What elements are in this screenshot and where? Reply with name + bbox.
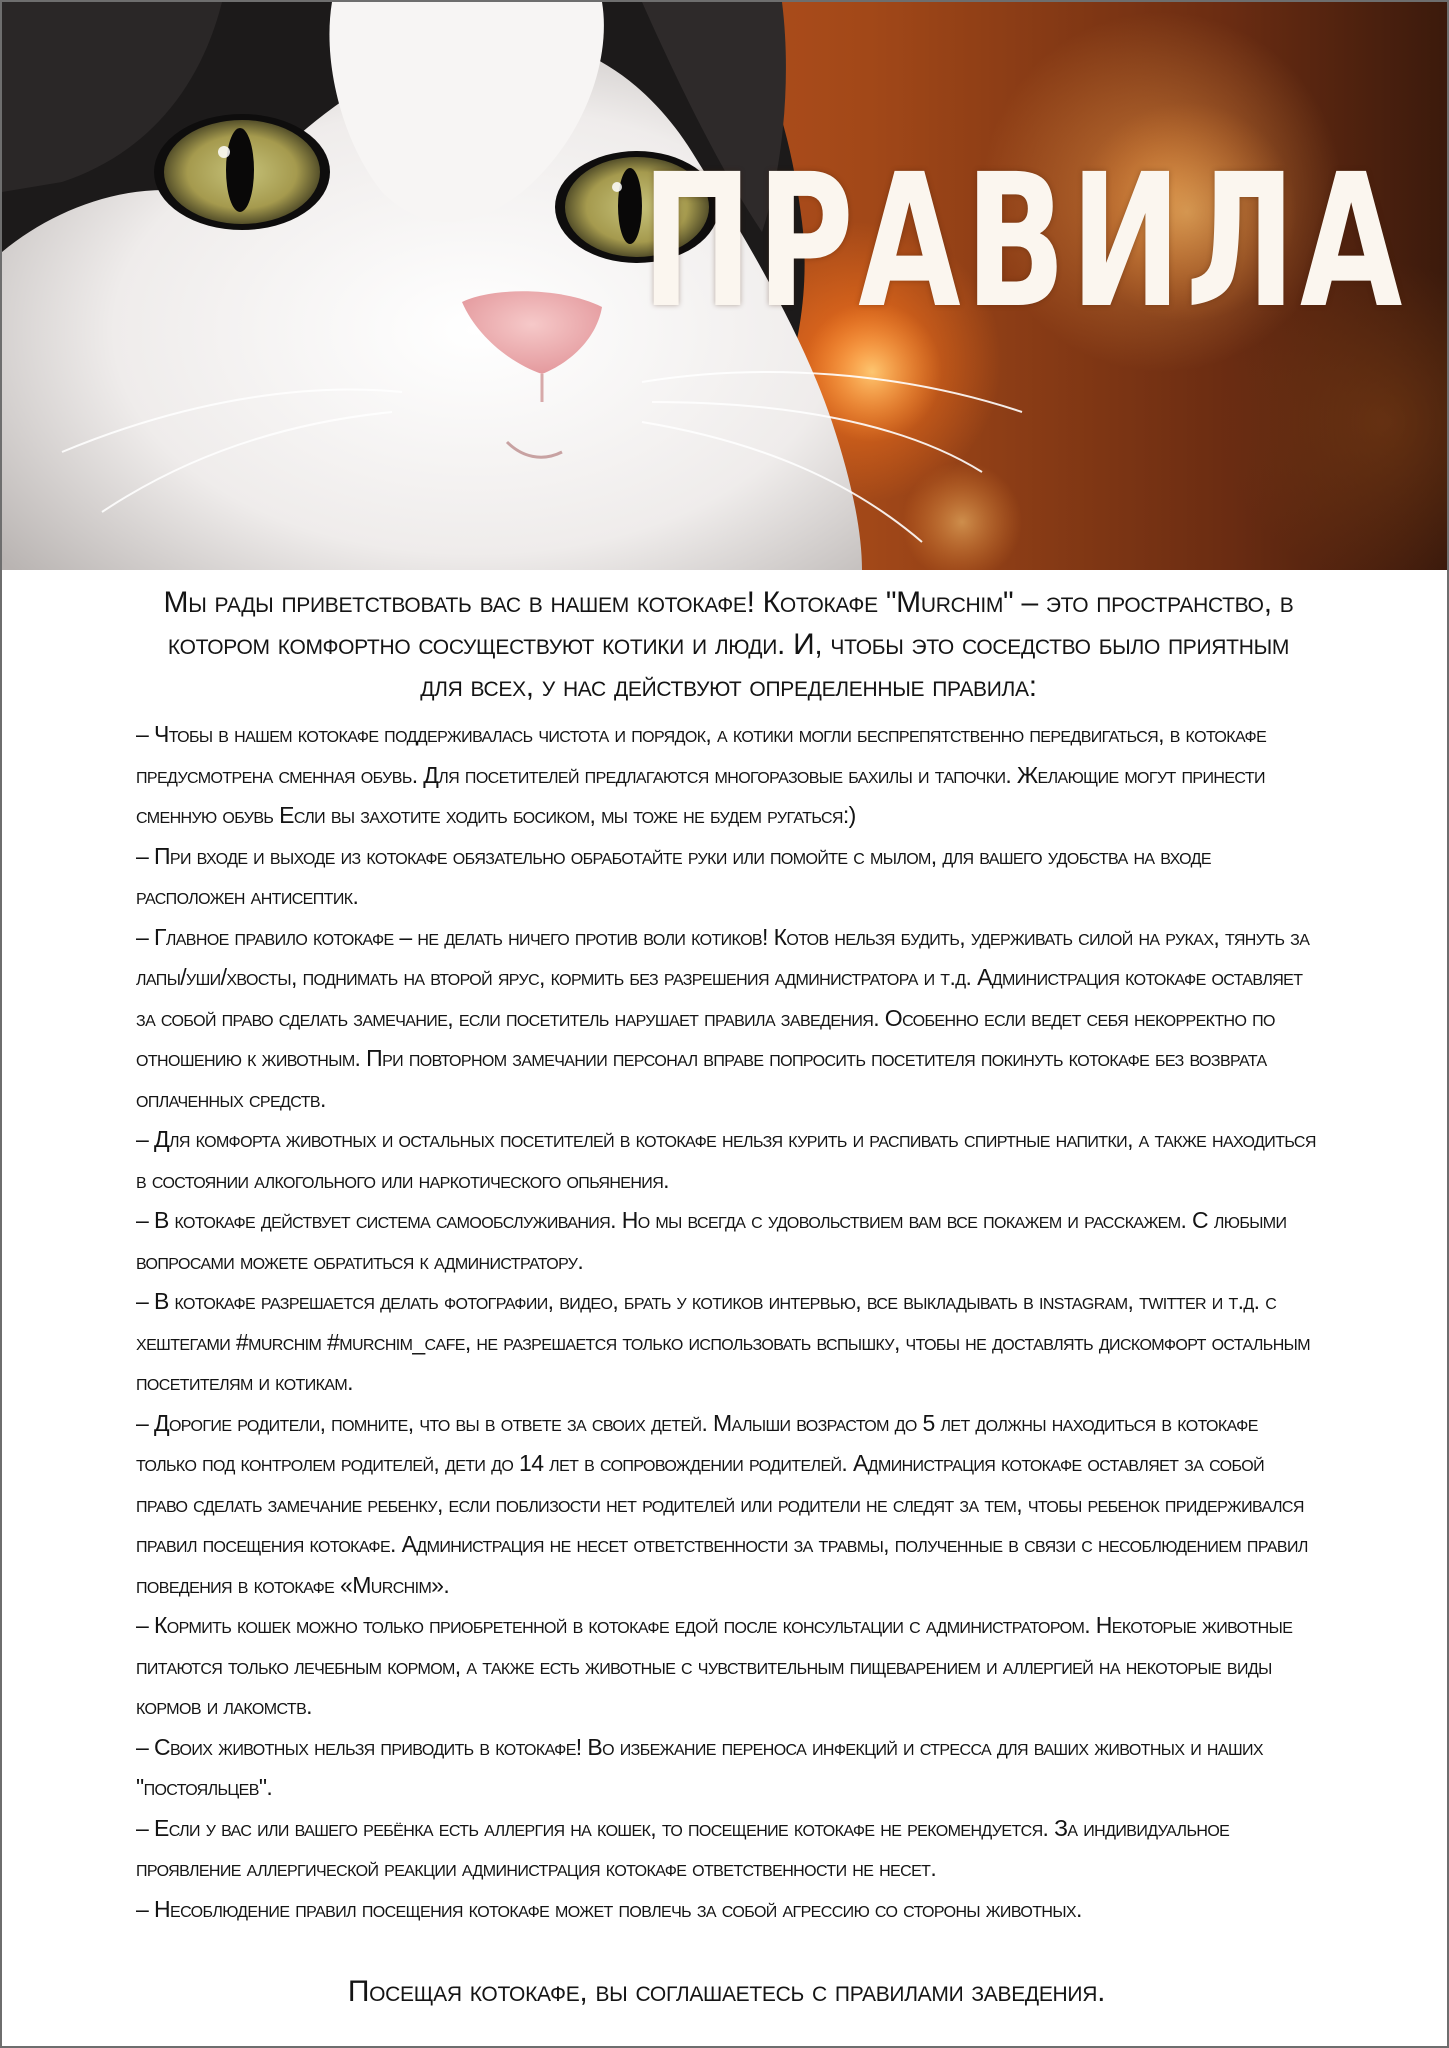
rules-list [136, 714, 1321, 1929]
rule-item: – Главное правило котокафе – не делать ничего против воли котиков! Котов нельзя будить, удерживать силой на руках, тянуть за лапы/уши/хвосты, поднимать на второй ярус, кормить без разрешения администратора и т.д. Администрация котокафе оставляет за собой право сделать замечание, если посетитель нарушает правила заведения. Особенно если ведет себя некорректно по отношению к животным. При повторном замечании персонал вправе попросить посетителя покинуть котокафе без возврата оплаченных средств. [136, 923, 1310, 1112]
rule-item: – Кормить кошек можно только приобретенной в котокафе едой после консультации с администратором. Некоторые животные питаются только лечебным кормом, а также есть животные с чувствительным пищеварением и аллергией на некоторые виды кормов и лакомств. [136, 1612, 1293, 1719]
rule-item: – В котокафе действует система самообслуживания. Но мы всегда с удовольствием вам все покажем и расскажем. С любыми вопросами можете обратиться к администратору. [136, 1207, 1287, 1274]
rule-item: – Чтобы в нашем котокафе поддерживалась чистота и порядок, а котики могли беспрепятственно передвигаться, в котокафе предусмотрена сменная обувь. Для посетителей предлагаются многоразовые бахилы и тапочки. Желающие могут принести сменную обувь Если вы захотите ходить босиком, мы тоже не будем ругаться:) [136, 721, 1267, 828]
rule-item: – При входе и выходе из котокафе обязательно обработайте руки или помойте с мылом, для вашего удобства на входе расположен антисептик. [136, 842, 1211, 909]
rule-item: – В котокафе разрешается делать фотографии, видео, брать у котиков интервью, все выкладывать в instagram, twitter и т.д. с хештегами #murchim #murchim_cafe, не разрешается только использовать вспышку, чтобы не доставлять дискомфорт остальным посетителям и котикам. [136, 1288, 1310, 1395]
rule-item: – Для комфорта животных и остальных посетителей в котокафе нельзя курить и распивать спиртные напитки, а также находиться в состоянии алкогольного или наркотического опьянения. [136, 1126, 1316, 1193]
rule-item: – Несоблюдение правил посещения котокафе может повлечь за собой агрессию со стороны животных. [136, 1895, 1082, 1922]
closing-statement: Посещая котокафе, вы соглашаетесь с правилами заведения. [347, 1975, 1106, 2008]
rule-item: – Своих животных нельзя приводить в котокафе! Во избежание переноса инфекций и стресса для ваших животных и наших "постояльцев". [136, 1733, 1263, 1800]
hero-banner [2, 2, 1447, 570]
poster-title: ПРАВИЛА [641, 135, 1407, 349]
rule-item: – Дорогие родители, помните, что вы в ответе за своих детей. Малыши возрастом до 5 лет должны находиться в котокафе только под контролем родителей, дети до 14 лет в сопровождении родителей. Администрация котокафе оставляет за собой право сделать замечание ребенку, если поблизости нет родителей или родители не следят за тем, чтобы ребенок придерживался правил посещения котокафе. Администрация не несет ответственности за травмы, полученные в связи с несоблюдением правил поведения в котокафе «Murchim». [136, 1409, 1308, 1598]
rules-content [136, 582, 1321, 1929]
intro-paragraph: Мы рады приветствовать вас в нашем котокафе! Котокафе "Murchim" – это пространство, в котором комфортно сосуществуют котики и люди. И, чтобы это соседство было приятным для всех, у нас действуют определенные правила: [163, 586, 1294, 703]
rule-item: – Если у вас или вашего ребёнка есть аллергия на кошек, то посещение котокафе не рекомендуется. За индивидуальное проявление аллергической реакции администрация котокафе ответственности не несет. [136, 1814, 1230, 1881]
